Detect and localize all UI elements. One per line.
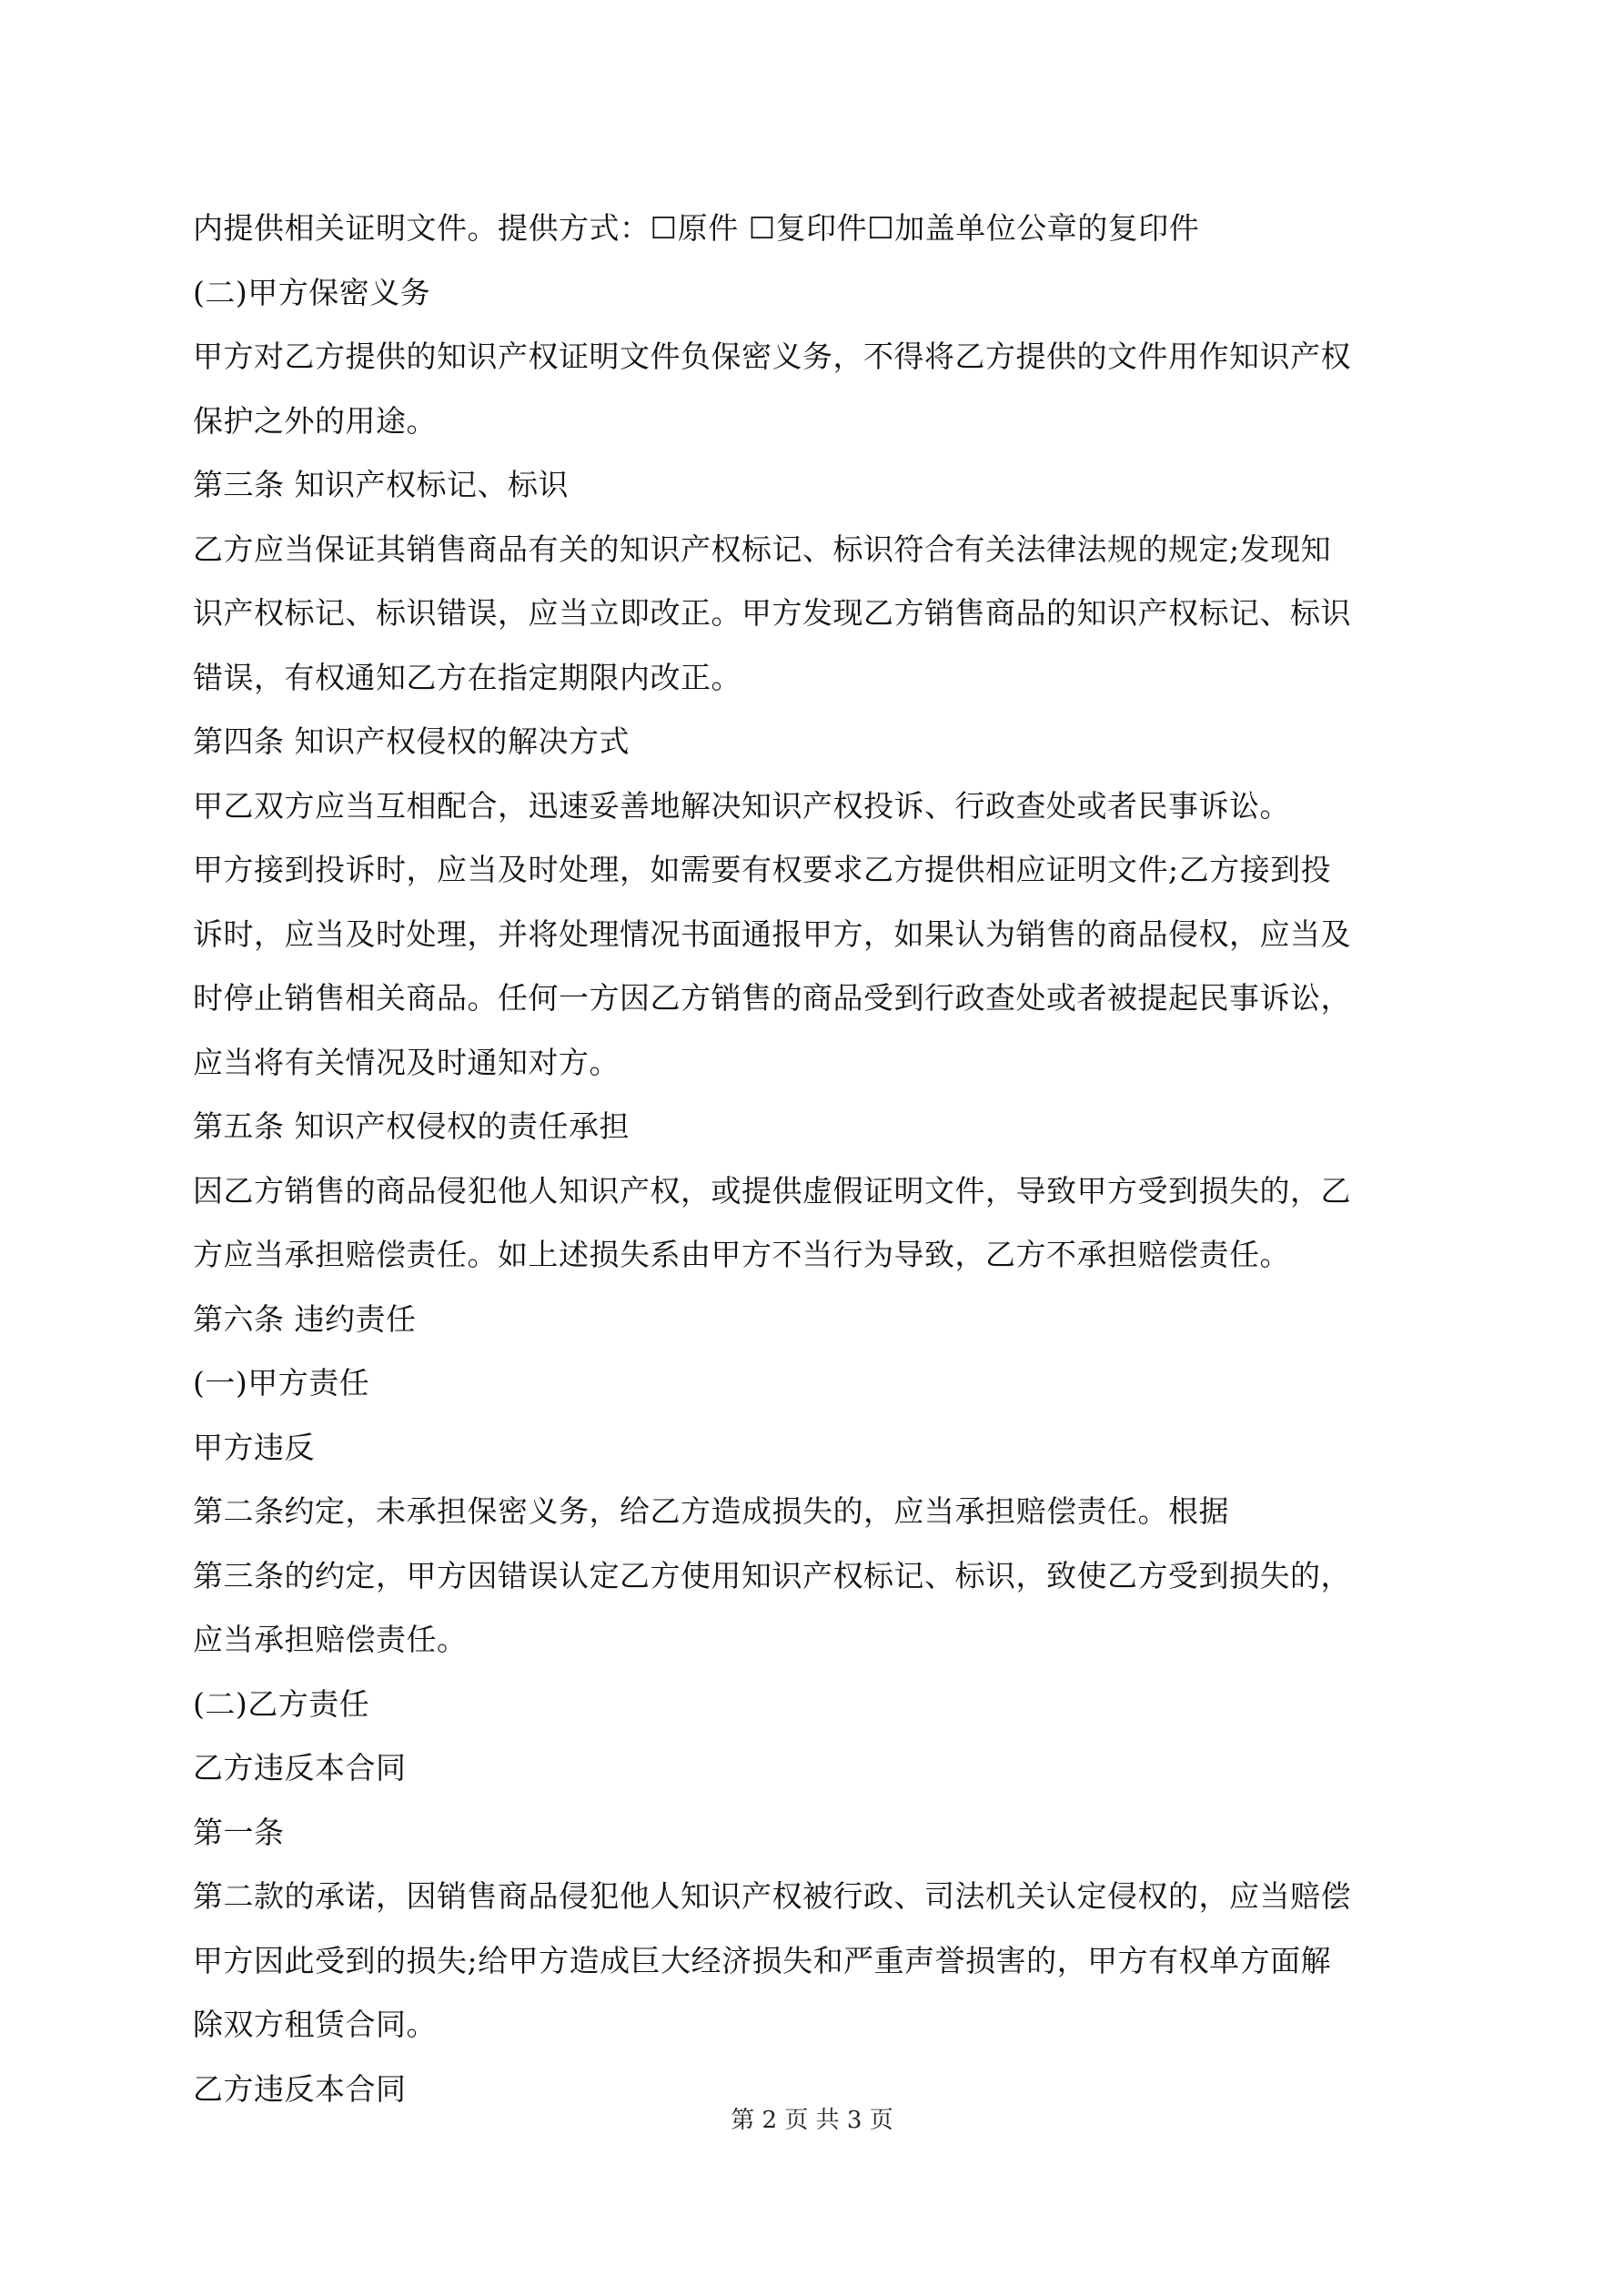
text-line: 内提供相关证明文件。提供方式：☐原件 ☐复印件☐加盖单位公章的复印件 (193, 210, 1200, 246)
section-heading: (二)甲方保密义务 (193, 274, 431, 310)
text-line: 错误，有权通知乙方在指定期限内改正。 (193, 659, 741, 695)
text-line: 甲方违反 (193, 1429, 315, 1465)
text-line: 方应当承担赔偿责任。如上述损失系由甲方不当行为导致，乙方不承担赔偿责任。 (193, 1237, 1290, 1272)
article-heading: 第五条 知识产权侵权的责任承担 (193, 1108, 630, 1144)
text-line: 保护之外的用途。 (193, 402, 437, 439)
text-line: 因乙方销售的商品侵犯他人知识产权，或提供虚假证明文件，导致甲方受到损失的，乙 (193, 1172, 1351, 1209)
text-line: 甲方因此受到的损失;给甲方造成巨大经济损失和严重声誉损害的，甲方有权单方面解 (193, 1942, 1332, 1978)
text-line: 乙方违反本合同 (193, 2070, 407, 2107)
text-line: 诉时，应当及时处理，并将处理情况书面通报甲方，如果认为销售的商品侵权，应当及 (193, 915, 1351, 952)
text-line: 甲方接到投诉时，应当及时处理，如需要有权要求乙方提供相应证明文件;乙方接到投 (193, 852, 1332, 887)
text-line: 第二款的承诺，因销售商品侵犯他人知识产权被行政、司法机关认定侵权的，应当赔偿 (193, 1878, 1351, 1914)
text-line: 第二条约定，未承担保密义务，给乙方造成损失的，应当承担赔偿责任。根据 (193, 1493, 1229, 1529)
text-line: 应当将有关情况及时通知对方。 (193, 1044, 620, 1080)
page-number-footer: 第 2 页 共 3 页 (731, 2107, 893, 2134)
text-line: 乙方违反本合同 (193, 1750, 407, 1785)
article-heading: 第六条 违约责任 (193, 1300, 417, 1337)
section-heading: (二)乙方责任 (193, 1685, 370, 1722)
article-heading: 第三条 知识产权标记、标识 (193, 467, 569, 502)
text-line: 甲乙双方应当互相配合，迅速妥善地解决知识产权投诉、行政查处或者民事诉讼。 (193, 787, 1290, 824)
section-heading: (一)甲方责任 (193, 1365, 370, 1401)
article-heading: 第四条 知识产权侵权的解决方式 (193, 723, 630, 759)
text-line: 第一条 (193, 1814, 285, 1850)
text-line: 时停止销售相关商品。任何一方因乙方销售的商品受到行政查处或者被提起民事诉讼， (193, 980, 1351, 1016)
document-body (193, 197, 1448, 2121)
text-line: 除双方租赁合同。 (193, 2007, 437, 2042)
text-line: 识产权标记、标识错误，应当立即改正。甲方发现乙方销售商品的知识产权标记、标识 (193, 595, 1351, 631)
text-line: 第三条的约定，甲方因错误认定乙方使用知识产权标记、标识，致使乙方受到损失的， (193, 1557, 1351, 1593)
text-line: 乙方应当保证其销售商品有关的知识产权标记、标识符合有关法律法规的规定;发现知 (193, 531, 1332, 567)
text-line: 应当承担赔偿责任。 (193, 1622, 468, 1657)
text-line: 甲方对乙方提供的知识产权证明文件负保密义务，不得将乙方提供的文件用作知识产权 (193, 339, 1351, 374)
